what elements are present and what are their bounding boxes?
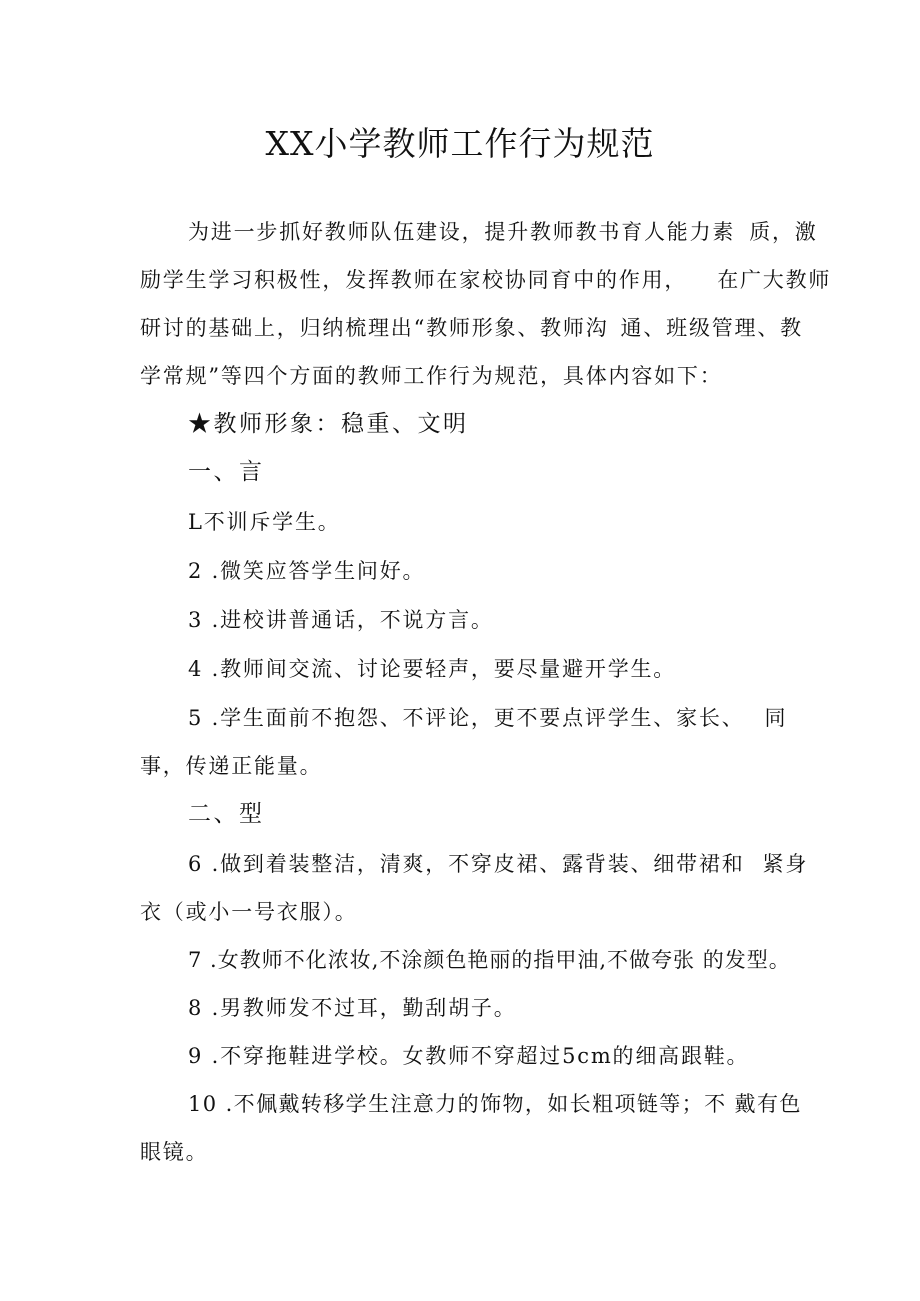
item-9: 9 .不穿拖鞋进学校。女教师不穿超过5cm的细高跟鞋。 [188, 1044, 750, 1068]
item-7: 7 .女教师不化浓妆,不涂颜色艳丽的指甲油,不做夸张 的发型。 [188, 948, 791, 972]
item-5-line-1 [188, 704, 787, 732]
intro-line-3b: 通、班级管理、教 [620, 316, 803, 340]
intro-line-3a: 研讨的基础上，归纳梳理出“教师形象、教师沟 [140, 316, 609, 340]
document-title: XX小学教师工作行为规范 [265, 124, 655, 163]
intro-line-1 [188, 218, 818, 246]
intro-line-3 [140, 314, 803, 342]
item-6-tail: 紧身 [762, 852, 809, 876]
intro-line-2b: 在广大教师 [717, 268, 832, 292]
item-8: 8 .男教师发不过耳，勤刮胡子。 [188, 996, 517, 1020]
part1-heading: 一、言 [188, 459, 265, 485]
item-5-line-2: 事，传递正能量。 [140, 754, 323, 778]
item-4: 4 .教师间交流、讨论要轻声，要尽量避开学生。 [188, 657, 677, 681]
intro-line-1a: 为进一步抓好教师队伍建设，提升教师教书育人能力素 [188, 220, 736, 244]
intro-line-1b: 质，激 [749, 220, 818, 244]
item-1: L不训斥学生。 [188, 510, 341, 534]
item-6-text: 6 .做到着装整洁，清爽，不穿皮裙、露背装、细带裙和 [188, 852, 745, 876]
section-heading: ★教师形象：稳重、文明 [188, 411, 469, 437]
item-2: 2 .微笑应答学生问好。 [188, 559, 426, 583]
part2-heading: 二、型 [188, 801, 265, 827]
item-5-tail: 同 [764, 706, 788, 730]
item-3: 3 .进校讲普通话，不说方言。 [188, 608, 494, 632]
item-10-line-1: 10 .不佩戴转移学生注意力的饰物，如长粗项链等；不 戴有色 [188, 1092, 802, 1116]
intro-line-2a: 励学生学习积极性，发挥教师在家校协同育中的作用， [140, 268, 688, 292]
intro-line-4: 学常规”等四个方面的教师工作行为规范，具体内容如下： [140, 364, 723, 388]
item-6-line-1 [188, 850, 808, 878]
item-6-line-2: 衣（或小一号衣服）。 [140, 900, 358, 924]
item-5-text: 5 .学生面前不抱怨、不评论，更不要点评学生、家长、 [188, 706, 745, 730]
item-10-line-2: 眼镜。 [140, 1140, 209, 1164]
intro-line-2 [140, 266, 831, 294]
